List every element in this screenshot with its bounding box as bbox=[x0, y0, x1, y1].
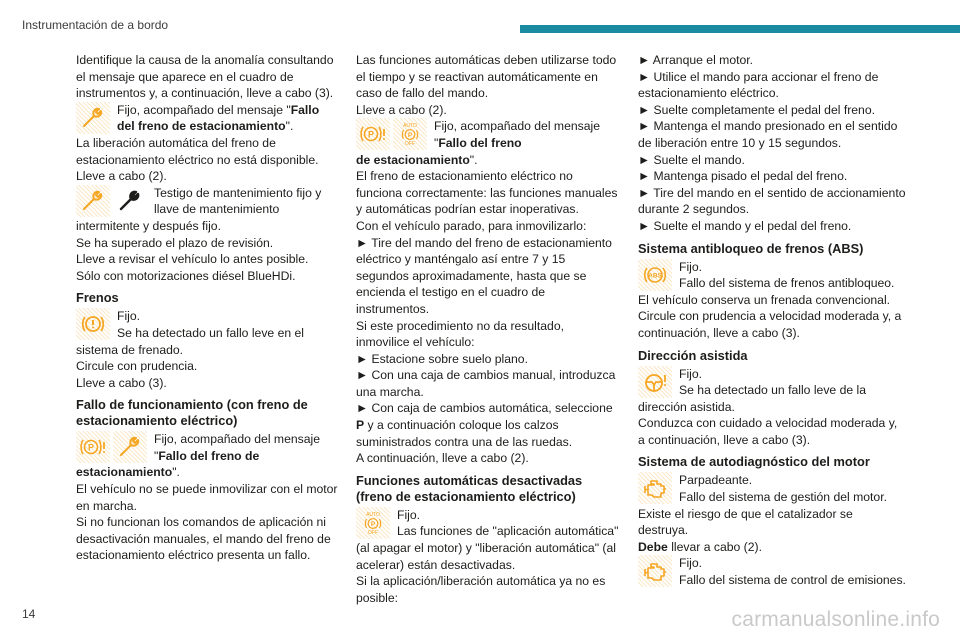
paragraph: intermitente y después fijo. bbox=[76, 218, 221, 233]
auto-parking-off-icon bbox=[393, 118, 427, 150]
paragraph bbox=[638, 539, 906, 556]
wrench-icon bbox=[113, 431, 147, 463]
paragraph: Circule con prudencia a velocidad moderada y, a continuación, lleve a cabo (3). bbox=[638, 309, 902, 340]
warning-item bbox=[76, 185, 338, 218]
off-label: OFF bbox=[368, 529, 378, 535]
text: Fijo, acompañado del mensaje " bbox=[154, 432, 320, 463]
abs-icon bbox=[638, 259, 672, 291]
paragraph: Si la aplicación/liberación automática ya no es posible: bbox=[356, 574, 606, 605]
section-heading: Frenos bbox=[76, 290, 119, 306]
text: Fijo. bbox=[397, 507, 421, 522]
column-2 bbox=[356, 52, 620, 606]
text: Fallo del sistema de gestión del motor. bbox=[679, 490, 887, 505]
message-text: de estacionamiento bbox=[356, 152, 470, 167]
off-label: OFF bbox=[405, 141, 415, 147]
parking-letter: P bbox=[407, 132, 413, 140]
section-heading: Fallo de funcionamiento (con freno de estacionamiento eléctrico) bbox=[76, 397, 308, 429]
text: Fijo. bbox=[679, 556, 703, 571]
header-title: Instrumentación de a bordo bbox=[22, 18, 169, 32]
engine-icon bbox=[638, 555, 672, 587]
text: ". bbox=[172, 465, 180, 480]
paragraph: Si no funcionan los comandos de aplicación ni desactivación manuales, el mando del freno de estacionamiento eléctrico presenta un fallo. bbox=[76, 515, 331, 563]
bullet-step: ► Estacione sobre suelo plano. bbox=[356, 351, 528, 366]
parking-letter: P bbox=[367, 129, 375, 140]
text: Parpadeante. bbox=[679, 473, 753, 488]
bullet-step: ► Tire del mando del freno de estacionamiento eléctrico y manténgalo así entre 7 y 15 segundos aproximadamente, hasta que se encienda el testigo en el cuadro de instrumentos. bbox=[356, 235, 612, 316]
text: ". bbox=[469, 152, 478, 167]
bullet-step: ► Suelte el mando y el pedal del freno. bbox=[638, 218, 852, 233]
paragraph: Lleve a cabo (3). bbox=[76, 375, 167, 390]
text: Fallo del sistema de frenos antibloqueo. bbox=[679, 276, 895, 291]
paragraph: Si este procedimiento no da resultado, inmovilice el vehículo: bbox=[356, 318, 564, 350]
paragraph: sistema de frenado. bbox=[76, 342, 184, 357]
paragraph bbox=[76, 464, 338, 481]
warning-item bbox=[356, 118, 620, 151]
paragraph bbox=[356, 152, 620, 169]
warning-item bbox=[76, 308, 338, 341]
maintenance-key-icon bbox=[113, 185, 147, 217]
header-accent-bar bbox=[520, 25, 960, 33]
brake-warning-icon bbox=[76, 308, 110, 340]
paragraph: Con el vehículo parado, para inmovilizarlo: bbox=[356, 218, 587, 233]
paragraph: Se ha superado el plazo de revisión. bbox=[76, 235, 274, 250]
paragraph: Lleve a revisar el vehículo lo antes posible. bbox=[76, 252, 309, 267]
paragraph: Lleve a cabo (2). bbox=[76, 169, 167, 184]
bullet-step: ► Utilice el mando para accionar el freno de estacionamiento eléctrico. bbox=[638, 69, 879, 101]
paragraph: (al apagar el motor) y "liberación automática" (al acelerar) están desactivadas. bbox=[356, 541, 616, 572]
column-3 bbox=[638, 52, 906, 589]
paragraph: Identifique la causa de la anomalía consultando el mensaje que aparece en el cuadro de instrumentos y, a continuación, lleve a cabo (3). bbox=[76, 53, 334, 101]
text: Se ha detectado un fallo leve de la bbox=[679, 383, 867, 398]
paragraph: Conduzca con cuidado a velocidad moderada y, a continuación, lleve a cabo (3). bbox=[638, 416, 898, 447]
warning-item bbox=[638, 366, 906, 399]
paragraph: Existe el riesgo de que el catalizador se destruya. bbox=[638, 506, 853, 538]
text: y a continuación coloque los calzos suministrados contra una de las ruedas. bbox=[356, 418, 573, 449]
paragraph: Sólo con motorizaciones diésel BlueHDi. bbox=[76, 268, 296, 283]
engine-icon bbox=[638, 472, 672, 504]
paragraph: La liberación automática del freno de estacionamiento eléctrico no está disponible. bbox=[76, 135, 319, 167]
section-heading: Sistema de autodiagnóstico del motor bbox=[638, 454, 870, 470]
abs-label: ABS bbox=[648, 272, 662, 280]
bullet-step: ► Mantenga el mando presionado en el sentido de liberación entre 10 y 15 segundos. bbox=[638, 119, 898, 150]
warning-item bbox=[356, 507, 620, 540]
bullet-step: ► Suelte completamente el pedal del freno. bbox=[638, 102, 875, 117]
paragraph: El freno de estacionamiento eléctrico no funciona correctamente: las funciones manuales y automáticas podrían estar inoperativas. bbox=[356, 169, 618, 217]
text: Fijo, acompañado del mensaje " bbox=[434, 119, 600, 150]
warning-item bbox=[76, 431, 338, 464]
page-number: 14 bbox=[22, 607, 36, 621]
auto-parking-off-icon bbox=[356, 507, 390, 539]
paragraph: Las funciones automáticas deben utilizarse todo el tiempo y se reactivan automáticamente en caso de fallo del mando. bbox=[356, 53, 617, 101]
paragraph: A continuación, lleve a cabo (2). bbox=[356, 451, 529, 466]
text: Fijo. bbox=[117, 309, 141, 324]
bullet-step: ► Suelte el mando. bbox=[638, 152, 745, 167]
section-heading: Sistema antibloqueo de frenos (ABS) bbox=[638, 240, 864, 256]
parking-brake-warning-icon bbox=[356, 118, 390, 150]
message-text: Fallo del freno bbox=[438, 135, 522, 150]
text: ". bbox=[285, 119, 294, 134]
bullet-step: ► Con una caja de cambios manual, introduzca una marcha. bbox=[356, 368, 616, 399]
parking-brake-warning-icon bbox=[76, 431, 110, 463]
text: ► Con caja de cambios automática, seleccione bbox=[356, 401, 613, 416]
text: llevar a cabo (2). bbox=[667, 539, 762, 554]
auto-label: AUTO bbox=[366, 511, 380, 518]
bullet-step: ► Mantenga pisado el pedal del freno. bbox=[638, 169, 848, 184]
text: Se ha detectado un fallo leve en el bbox=[117, 325, 305, 340]
section-heading: Dirección asistida bbox=[638, 347, 748, 363]
warning-item bbox=[638, 259, 906, 292]
column-1 bbox=[76, 52, 338, 564]
paragraph: Circule con prudencia. bbox=[76, 359, 198, 374]
section-heading: Funciones automáticas desactivadas (freno de estacionamiento eléctrico) bbox=[356, 472, 583, 504]
parking-letter: P bbox=[87, 442, 95, 453]
paragraph: El vehículo no se puede inmovilizar con el motor en marcha. bbox=[76, 482, 338, 513]
bullet-step bbox=[356, 400, 620, 450]
steering-wheel-warning-icon bbox=[638, 366, 672, 398]
text: Testigo de mantenimiento fijo y llave de mantenimiento bbox=[154, 185, 322, 217]
message-text: Fallo del freno de bbox=[158, 448, 260, 463]
gear-letter: P bbox=[356, 418, 365, 433]
watermark: carmanualsonline.info bbox=[731, 608, 940, 631]
wrench-icon bbox=[76, 185, 110, 217]
bullet-step: ► Tire del mando en el sentido de accionamiento durante 2 segundos. bbox=[638, 185, 906, 217]
text: Fijo, acompañado del mensaje " bbox=[117, 102, 291, 117]
message-text: Fallo del freno de estacionamiento bbox=[117, 102, 320, 134]
wrench-icon bbox=[76, 102, 110, 134]
paragraph: Lleve a cabo (2). bbox=[356, 102, 447, 117]
warning-item bbox=[638, 555, 906, 588]
text: Fijo. bbox=[679, 259, 703, 274]
bullet-step: ► Arranque el motor. bbox=[638, 53, 754, 67]
paragraph: dirección asistida. bbox=[638, 399, 735, 414]
warning-item bbox=[76, 102, 338, 135]
paragraph: El vehículo conserva un frenada convencional. bbox=[638, 292, 891, 307]
text: Las funciones de "aplicación automática" bbox=[397, 524, 619, 539]
message-text: estacionamiento bbox=[76, 465, 173, 480]
parking-letter: P bbox=[370, 520, 376, 528]
text: Fijo. bbox=[679, 366, 703, 381]
warning-item bbox=[638, 472, 906, 505]
emphasis: Debe bbox=[638, 539, 668, 554]
auto-label: AUTO bbox=[403, 123, 417, 130]
text: Fallo del sistema de control de emisiones. bbox=[679, 573, 906, 588]
